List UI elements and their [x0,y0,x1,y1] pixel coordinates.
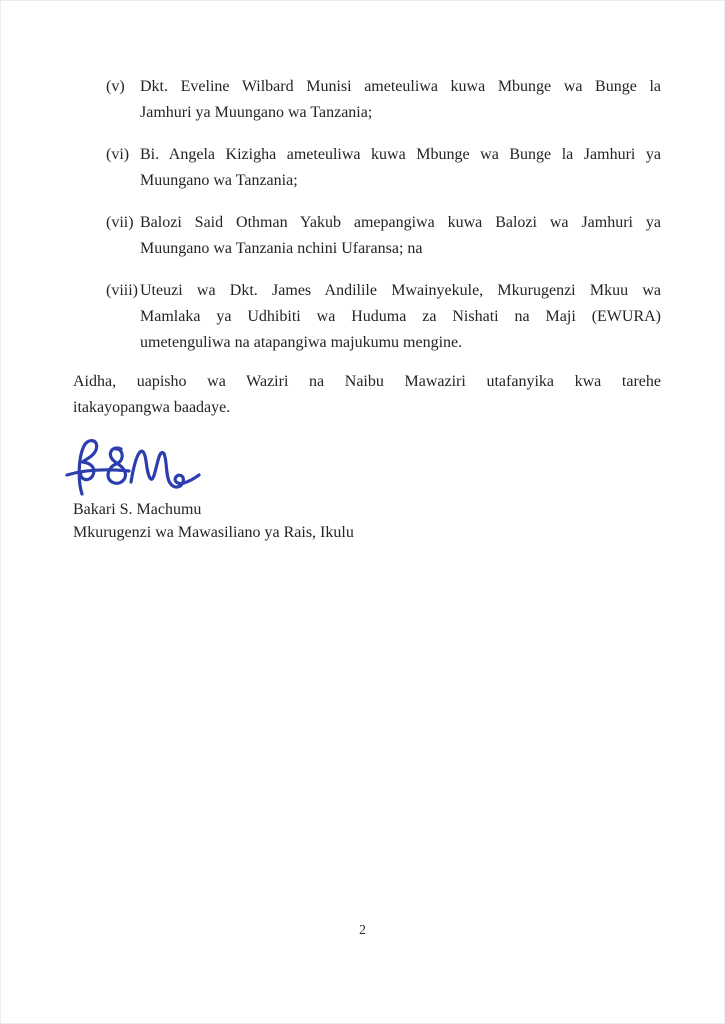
list-item-text-line: Uteuzi wa Dkt. James Andilile Mwainyekule, Mkurugenzi Mkuu wa [140,282,661,299]
list-item-text-line: Bi. Angela Kizigha ameteuliwa kuwa Mbunge wa Bunge la Jamhuri ya [140,146,661,163]
appointments-list [106,74,661,356]
list-item-text-line: Mamlaka ya Udhibiti wa Huduma za Nishati na Maji (EWURA) [140,308,661,325]
paragraph-line: itakayopangwa baadaye. [73,399,231,416]
list-item-text-line: Muungano wa Tanzania nchini Ufaransa; na [140,240,423,257]
signature-block [73,436,661,544]
list-item-marker: (viii) [106,282,138,299]
signatory-title: Mkurugenzi wa Mawasiliano ya Rais, Ikulu [73,524,354,541]
list-item-text-line: Dkt. Eveline Wilbard Munisi ameteuliwa kuwa Mbunge wa Bunge la [140,78,661,95]
list-item-text-line: Balozi Said Othman Yakub amepangiwa kuwa Balozi wa Jamhuri ya [140,214,661,231]
list-item-v [106,74,661,126]
list-item-text-line: Jamhuri ya Muungano wa Tanzania; [140,104,373,121]
list-item-text-line: Muungano wa Tanzania; [140,172,298,189]
paragraph-line: Aidha, uapisho wa Waziri na Naibu Mawaziri utafanyika kwa tarehe [73,373,661,390]
signatory-name: Bakari S. Machumu [73,501,202,518]
list-item-viii [106,278,661,356]
list-item-marker: (v) [106,78,125,95]
signature-image [65,436,205,496]
page-number: 2 [359,922,366,937]
list-item-vi [106,142,661,194]
list-item-marker: (vi) [106,146,130,163]
closing-paragraph [73,369,661,421]
document-content [73,74,661,544]
list-item-vii [106,210,661,262]
list-item-marker: (vii) [106,214,134,231]
list-item-text-line: umetenguliwa na atapangiwa majukumu mengine. [140,334,463,351]
signature-ink [67,441,199,494]
